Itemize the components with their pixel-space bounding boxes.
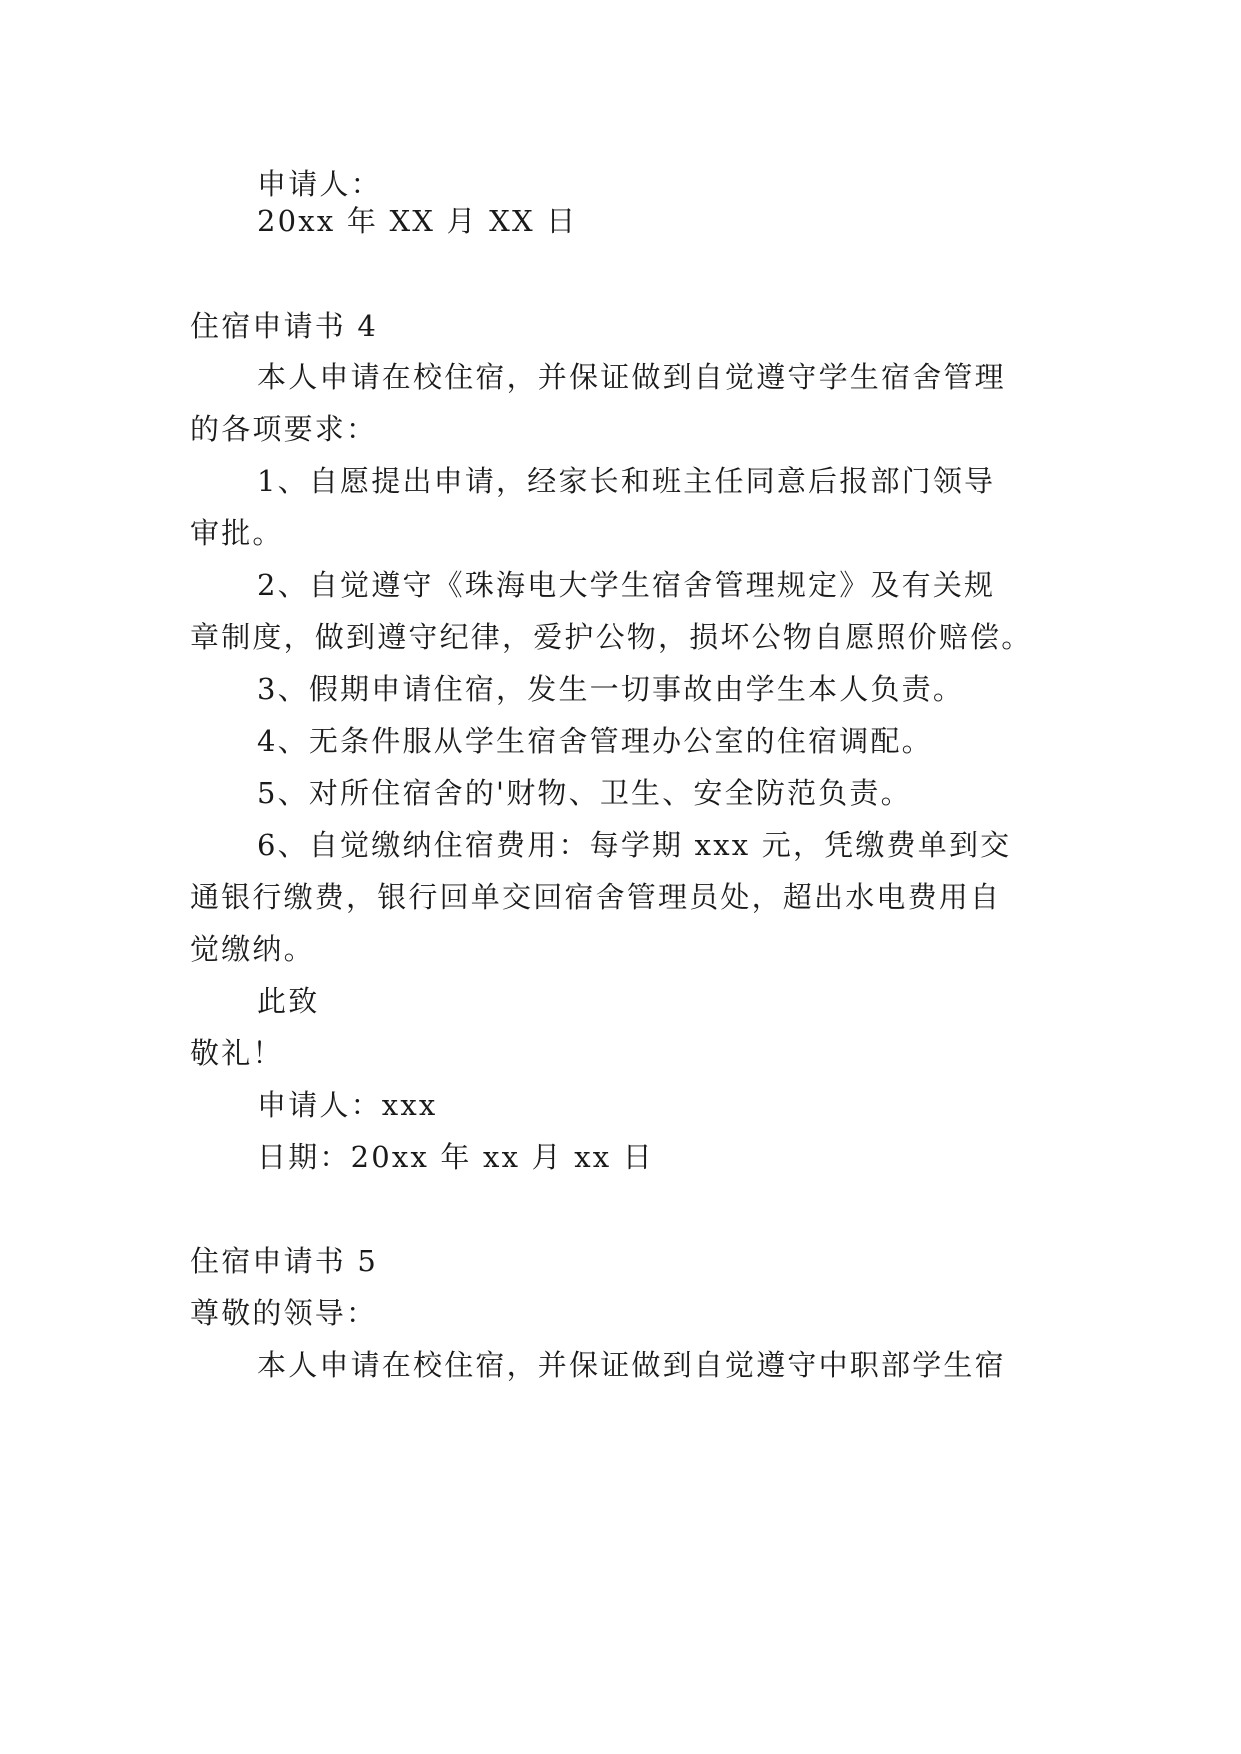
letter4-item6-line3: 觉缴纳。 [190, 932, 315, 966]
letter4-applicant: 申请人：xxx [257, 1088, 438, 1122]
letter4-item5: 5、对所住宿舍的'财物、卫生、安全防范负责。 [257, 776, 912, 810]
letter4-item1-line2: 审批。 [190, 516, 284, 550]
letter5-title: 住宿申请书 5 [190, 1244, 379, 1278]
letter4-intro-line1: 本人申请在校住宿，并保证做到自觉遵守学生宿舍管理 [257, 360, 1006, 394]
top-applicant-label: 申请人： [257, 167, 382, 201]
letter4-item2-line1: 2、自觉遵守《珠海电大学生宿舍管理规定》及有关规 [257, 568, 996, 602]
top-date: 20xx 年 XX 月 XX 日 [257, 204, 578, 238]
letter4-item4: 4、无条件服从学生宿舍管理办公室的住宿调配。 [257, 724, 933, 758]
letter4-intro-line2: 的各项要求： [190, 412, 378, 446]
letter4-item3: 3、假期申请住宿，发生一切事故由学生本人负责。 [257, 672, 965, 706]
letter4-closing-line1: 此致 [257, 984, 320, 1018]
letter4-date: 日期：20xx 年 xx 月 xx 日 [257, 1140, 654, 1174]
letter4-title: 住宿申请书 4 [190, 309, 379, 343]
letter4-item1-line1: 1、自愿提出申请，经家长和班主任同意后报部门领导 [257, 464, 996, 498]
letter4-closing-line2: 敬礼！ [190, 1036, 284, 1070]
letter4-item6-line2: 通银行缴费，银行回单交回宿舍管理员处，超出水电费用自 [190, 880, 1002, 914]
letter4-item6-line1: 6、自觉缴纳住宿费用：每学期 xxx 元，凭缴费单到交 [257, 828, 1012, 862]
letter4-item2-line2: 章制度，做到遵守纪律，爱护公物，损坏公物自愿照价赔偿。 [190, 620, 1033, 654]
letter5-salutation: 尊敬的领导： [190, 1296, 378, 1330]
letter5-intro-line1: 本人申请在校住宿，并保证做到自觉遵守中职部学生宿 [257, 1348, 1006, 1382]
